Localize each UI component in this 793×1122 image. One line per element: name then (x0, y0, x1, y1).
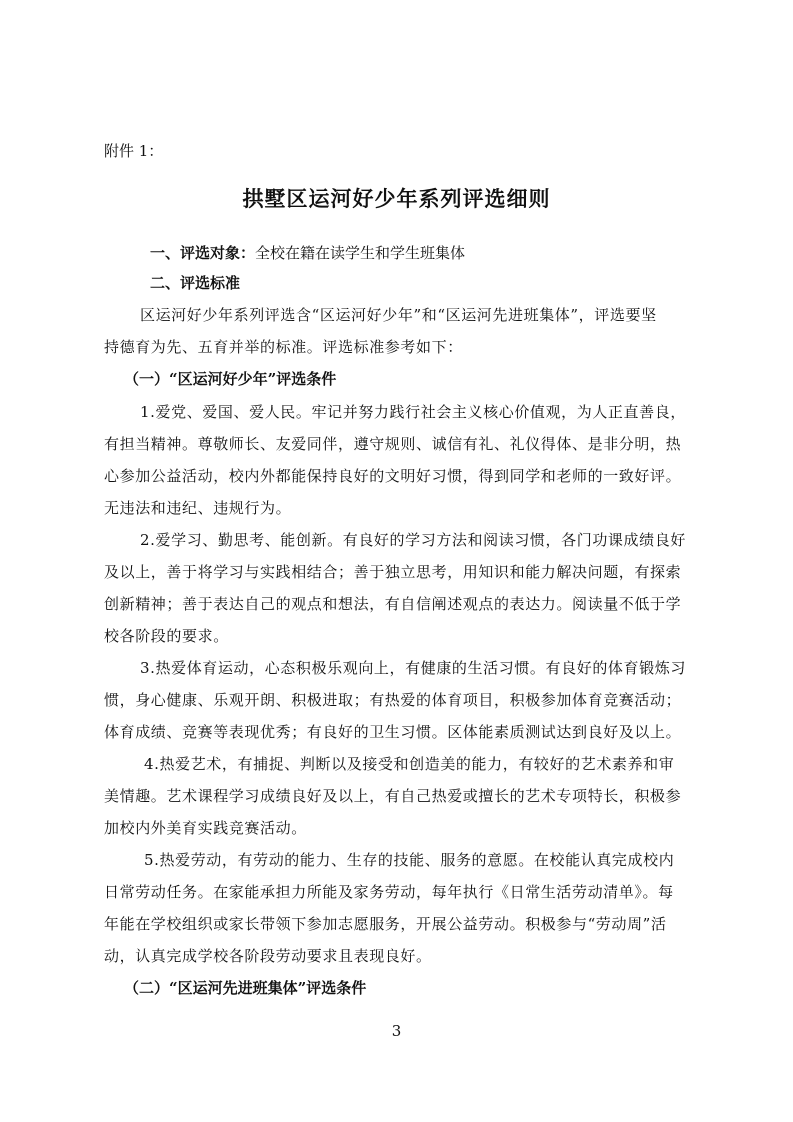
paragraph-line: 4.热爱艺术，有捕捉、判断以及接受和创造美的能力，有较好的艺术素养和审 (144, 755, 675, 773)
paragraph-line: 5.热爱劳动，有劳动的能力、生存的技能、服务的意愿。在校能认真完成校内 (144, 851, 675, 869)
intro-line: 持德育为先、五育并举的标准。评选标准参考如下： (104, 338, 463, 356)
paragraph-line: 无违法和违纪、违规行为。 (104, 499, 292, 517)
paragraph-line: 年能在学校组织或家长带领下参加志愿服务，开展公益劳动。积极参与“劳动周”活 (104, 915, 667, 933)
paragraph-line: 1.爱党、爱国、爱人民。牢记并努力践行社会主义核心价值观，为人正直善良， (140, 403, 686, 421)
section-evaluation-target (150, 242, 750, 263)
section-label: 一、评选对象： (150, 244, 256, 262)
subsection-heading: （二）“区运河先进班集体”评选条件 (124, 979, 367, 997)
section-evaluation-standard: 二、评选标准 (150, 274, 241, 292)
paragraph-line: 美情趣。艺术课程学习成绩良好及以上，有自己热爱或擅长的艺术专项特长，积极参 (104, 787, 682, 805)
paragraph-line: 校各阶段的要求。 (104, 627, 229, 645)
paragraph-line: 心参加公益活动，校内外都能保持良好的文明好习惯，得到同学和老师的一致好评。 (104, 467, 682, 485)
document-title: 拱墅区运河好少年系列评选细则 (242, 187, 551, 211)
section-text: 全校在籍在读学生和学生班集体 (255, 244, 466, 262)
subsection-heading: （一）“区运河好少年”评选条件 (124, 370, 337, 388)
paragraph-line: 惯，身心健康、乐观开朗、积极进取；有热爱的体育项目，积极参加体育竞赛活动； (104, 691, 682, 709)
paragraph-line: 2.爱学习、勤思考、能创新。有良好的学习方法和阅读习惯，各门功课成绩良好 (140, 531, 686, 549)
page-number: 3 (391, 1022, 402, 1040)
intro-line: 区运河好少年系列评选含“区运河好少年”和“区运河先进班集体”，评选要坚 (140, 306, 657, 324)
paragraph-line: 及以上，善于将学习与实践相结合；善于独立思考，用知识和能力解决问题，有探索 (104, 563, 682, 581)
paragraph-line: 动，认真完成学校各阶段劳动要求且表现良好。 (104, 947, 432, 965)
paragraph-line: 有担当精神。尊敬师长、友爱同伴，遵守规则、诚信有礼、礼仪得体、是非分明，热 (104, 435, 682, 453)
attachment-label: 附件 1： (104, 142, 164, 160)
paragraph-line: 日常劳动任务。在家能承担力所能及家务劳动，每年执行《日常生活劳动清单》。每 (104, 883, 674, 901)
paragraph-line: 体育成绩、竞赛等表现优秀；有良好的卫生习惯。区体能素质测试达到良好及以上。 (104, 723, 682, 741)
paragraph-line: 创新精神；善于表达自己的观点和想法，有自信阐述观点的表达力。阅读量不低于学 (104, 595, 682, 613)
paragraph-line: 3.热爱体育运动，心态积极乐观向上，有健康的生活习惯。有良好的体育锻炼习 (140, 659, 686, 677)
paragraph-line: 加校内外美育实践竞赛活动。 (104, 819, 307, 837)
